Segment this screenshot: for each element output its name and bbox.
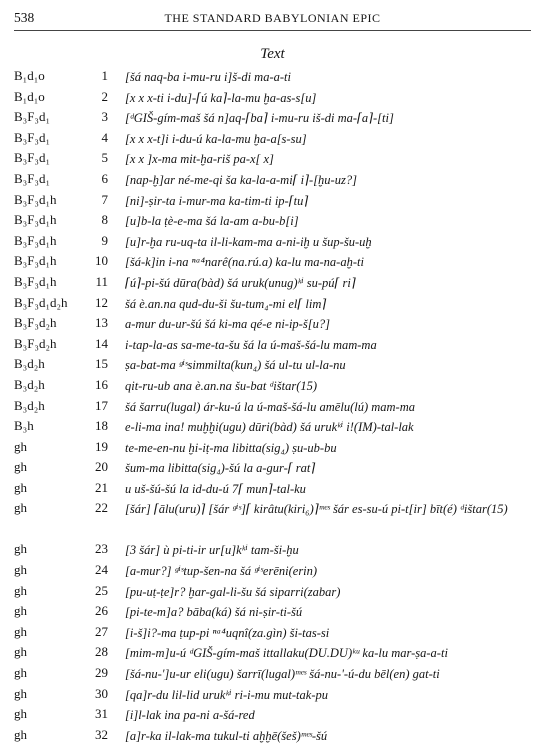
- line-number: 29: [95, 665, 108, 681]
- manuscript-siglum: B₃h: [14, 418, 34, 434]
- line-number: 7: [101, 191, 108, 207]
- line-number: 32: [95, 726, 108, 742]
- line-number: 22: [95, 500, 108, 516]
- text-line: [0, 437, 545, 458]
- line-number: 8: [101, 212, 108, 228]
- text-line: [0, 684, 545, 705]
- line-number: 17: [95, 397, 108, 413]
- transliteration: [i-š]i?-ma ṭup-pi ⁿᵃ⁴uqnî(za.gìn) ši-tas-si: [125, 625, 330, 640]
- transliteration: ⌈ú⌉-pi-šú dūra(bàd) šá uruk(unug)ᵏⁱ su-pú⌈ ri⌉: [125, 275, 356, 290]
- transliteration: [x x x-ti i-du]-⌈ú ka⌉-la-mu ḫa-as-s[u]: [125, 90, 317, 105]
- transliteration: i-tap-la-as sa-me-ta-šu šá la ú-maš-šá-lu mam-ma: [125, 337, 377, 352]
- manuscript-siglum: B₃F₃d₁h: [14, 253, 57, 269]
- line-number: 16: [95, 376, 108, 392]
- transliteration: a-mur du-ur-šú šá ki-ma qé-e ni-ip-š[u?]: [125, 317, 330, 332]
- manuscript-siglum: B₃F₃d₁: [14, 129, 50, 145]
- manuscript-siglum: gh: [14, 562, 27, 578]
- text-line: [0, 148, 545, 169]
- manuscript-siglum: B₃F₃d₁: [14, 109, 50, 125]
- manuscript-siglum: B₃F₃d₁h: [14, 232, 57, 248]
- transliteration: [x x x-t]i i-du-ú ka-la-mu ḫa-a[s-su]: [125, 131, 307, 146]
- transliteration: te-me-en-nu ḫi-iṭ-ma libitta(sig₄) ṣu-ub-bu: [125, 440, 337, 455]
- text-line: [0, 539, 545, 560]
- line-number: 14: [95, 335, 108, 351]
- transliteration: [x x ]x-ma mit-ḫa-riš pa-x[ x]: [125, 152, 274, 167]
- transliteration: [mim-m]u-ú ᵈGIŠ-gím-maš ittallaku(DU.DU)ᵏᵘ ka-lu mar-ṣa-a-ti: [125, 646, 448, 661]
- transliteration: e-li-ma ina! muḫḫi(ugu) dūri(bàd) šá urukᵏⁱ i!(IM)-tal-lak: [125, 420, 414, 435]
- text-line: [0, 293, 545, 314]
- text-line: [0, 396, 545, 417]
- text-line: [0, 66, 545, 87]
- text-line: [0, 416, 545, 437]
- text-line: [0, 622, 545, 643]
- transliteration: u uš-šú-šú la id-du-ú 7⌈ mun⌉-tal-ku: [125, 481, 306, 496]
- line-number: 10: [95, 253, 108, 269]
- line-number: 15: [95, 356, 108, 372]
- line-number: 25: [95, 582, 108, 598]
- page-number: 538: [14, 10, 35, 25]
- transliteration: [i]l-lak ina pa-ni a-šá-red: [125, 708, 255, 723]
- line-number: 4: [101, 129, 108, 145]
- manuscript-siglum: gh: [14, 541, 27, 557]
- transliteration: [u]b-la ṭè-e-ma šá la-am a-bu-b[i]: [125, 214, 299, 229]
- text-line: [0, 601, 545, 622]
- text-line: [0, 642, 545, 663]
- transliteration: [a-mur?] ᵍⁱˢtup-šen-na šá ᵍⁱˢerēni(erin): [125, 564, 318, 579]
- manuscript-siglum: B₃F₃d₁h: [14, 273, 57, 289]
- manuscript-siglum: gh: [14, 500, 27, 516]
- line-number: 12: [95, 294, 108, 310]
- text-line: [0, 128, 545, 149]
- manuscript-siglum: B₃F₃d₁d₂h: [14, 294, 68, 310]
- line-number: 20: [95, 459, 108, 475]
- transliteration: šá šarru(lugal) ár-ku-ú la ú-maš-šá-lu amēlu(lú) mam-ma: [125, 399, 415, 414]
- manuscript-siglum: gh: [14, 706, 27, 722]
- line-number: 2: [101, 88, 108, 104]
- text-line: [0, 251, 545, 272]
- running-header: [14, 8, 531, 31]
- line-number: 19: [95, 438, 108, 454]
- transliteration: [qa]r-du lil-lid urukᵏⁱ ri-i-mu mut-tak-pu: [125, 687, 328, 702]
- manuscript-siglum: gh: [14, 665, 27, 681]
- text-line: [0, 313, 545, 334]
- manuscript-siglum: gh: [14, 603, 27, 619]
- transliteration: ṣa-bat-ma ᵍⁱˢsimmilta(kun₄) šá ul-tu ul-la-nu: [125, 358, 346, 373]
- transliteration: [šár] ⌈ālu(uru)⌉ [šár ᵍⁱˢ]⌈ kirâtu(kiri₆)⌉ᵐᵉˢ šár es-su-ú pi-t[ir] bīt(é) ᵈištar(15): [125, 502, 508, 517]
- manuscript-siglum: gh: [14, 623, 27, 639]
- transliteration: [u]r-ḫa ru-uq-ta il-li-kam-ma a-ni-iḫ u šup-šu-uḫ: [125, 234, 372, 249]
- transliteration: [šá naq-ba i-mu-ru i]š-di ma-a-ti: [125, 70, 291, 84]
- line-number: 1: [101, 68, 108, 83]
- manuscript-siglum: B₃F₃d₁h: [14, 212, 57, 228]
- text-line: [0, 87, 545, 108]
- transliteration: [šá-k]in i-na ⁿᵃ⁴narê(na.rú.a) ka-lu ma-na-aḫ-ti: [125, 255, 364, 270]
- line-number: 26: [95, 603, 108, 619]
- line-number: 30: [95, 685, 108, 701]
- manuscript-siglum: gh: [14, 582, 27, 598]
- text-line: [0, 704, 545, 725]
- text-line: [0, 725, 545, 746]
- manuscript-siglum: gh: [14, 685, 27, 701]
- manuscript-siglum: B₃F₃d₂h: [14, 335, 57, 351]
- transliteration: [pu-uṭ-ṭe]r? ḫar-gal-li-šu šá siparri(zabar): [125, 584, 341, 599]
- text-line: [0, 169, 545, 190]
- text-line: [0, 478, 545, 499]
- line-number: 24: [95, 562, 108, 578]
- text-line: [0, 210, 545, 231]
- text-lines: [0, 66, 545, 745]
- manuscript-siglum: B₁d₁o: [14, 68, 45, 83]
- manuscript-siglum: B₃F₃d₂h: [14, 315, 57, 331]
- transliteration: [a]r-ka il-lak-ma tukul-ti aḫḫē(šeš)ᵐᵉˢ-šú: [125, 728, 328, 743]
- line-number: 5: [101, 150, 108, 166]
- text-line: [0, 190, 545, 211]
- transliteration: šum-ma libitta(sig₄)-šú la a-gur-⌈ rat⌉: [125, 461, 316, 476]
- text-line: [0, 334, 545, 355]
- manuscript-siglum: B₃F₃d₁: [14, 170, 50, 186]
- line-number: 31: [95, 706, 108, 722]
- line-number: 27: [95, 623, 108, 639]
- transliteration: šá è.an.na qud-du-ši šu-tum₄-mi el⌈ lim⌉: [125, 296, 327, 311]
- manuscript-siglum: B₃F₃d₁h: [14, 191, 57, 207]
- text-line: [0, 231, 545, 252]
- text-line: [0, 107, 545, 128]
- manuscript-siglum: B₃F₃d₁: [14, 150, 50, 166]
- manuscript-siglum: B₃d₂h: [14, 397, 45, 413]
- transliteration: [3 šár] ù pi-ti-ir ur[u]kᵏⁱ tam-ši-ḫu: [125, 543, 299, 558]
- running-title: THE STANDARD BABYLONIAN EPIC: [164, 11, 381, 25]
- manuscript-siglum: B₃d₂h: [14, 376, 45, 392]
- manuscript-siglum: gh: [14, 479, 27, 495]
- text-line: [0, 663, 545, 684]
- line-number: 6: [101, 170, 108, 186]
- text-line: [0, 272, 545, 293]
- transliteration: qit-ru-ub ana è.an.na šu-bat ᵈištar(15): [125, 378, 318, 393]
- manuscript-siglum: gh: [14, 438, 27, 454]
- transliteration: [pi-te-m]a? bāba(ká) šá ni-ṣir-ti-šú: [125, 605, 303, 620]
- line-number: 13: [95, 315, 108, 331]
- manuscript-siglum: gh: [14, 726, 27, 742]
- manuscript-siglum: gh: [14, 459, 27, 475]
- text-line: [0, 560, 545, 581]
- text-line: [0, 498, 545, 539]
- transliteration: [nap-ḫ]ar né-me-qi ša ka-la-a-mi⌈ i⌉-[ḫu-uz?]: [125, 172, 357, 187]
- text-line: [0, 354, 545, 375]
- transliteration: [šá-nu-']u-ur eli(ugu) šarrī(lugal)ᵐᵉˢ šá-nu-'-ú-du bēl(en) gat-ti: [125, 667, 440, 682]
- line-number: 9: [101, 232, 108, 248]
- transliteration: [ᵈGIŠ-gím-maš šá n]aq-⌈ba⌉ i-mu-ru iš-di ma-⌈a⌉-[ti]: [125, 111, 394, 126]
- line-number: 18: [95, 418, 108, 434]
- line-number: 21: [95, 479, 108, 495]
- manuscript-siglum: B₃d₂h: [14, 356, 45, 372]
- line-number: 3: [101, 109, 108, 125]
- transliteration: [ni]-ṣir-ta i-mur-ma ka-tim-ti ip-⌈tu⌉: [125, 193, 309, 208]
- text-line: [0, 581, 545, 602]
- text-line: [0, 375, 545, 396]
- section-title: Text: [260, 46, 285, 62]
- manuscript-siglum: B₁d₁o: [14, 88, 45, 104]
- manuscript-siglum: gh: [14, 644, 27, 660]
- text-line: [0, 457, 545, 478]
- line-number: 11: [95, 273, 108, 289]
- line-number: 23: [95, 541, 108, 557]
- line-number: 28: [95, 644, 108, 660]
